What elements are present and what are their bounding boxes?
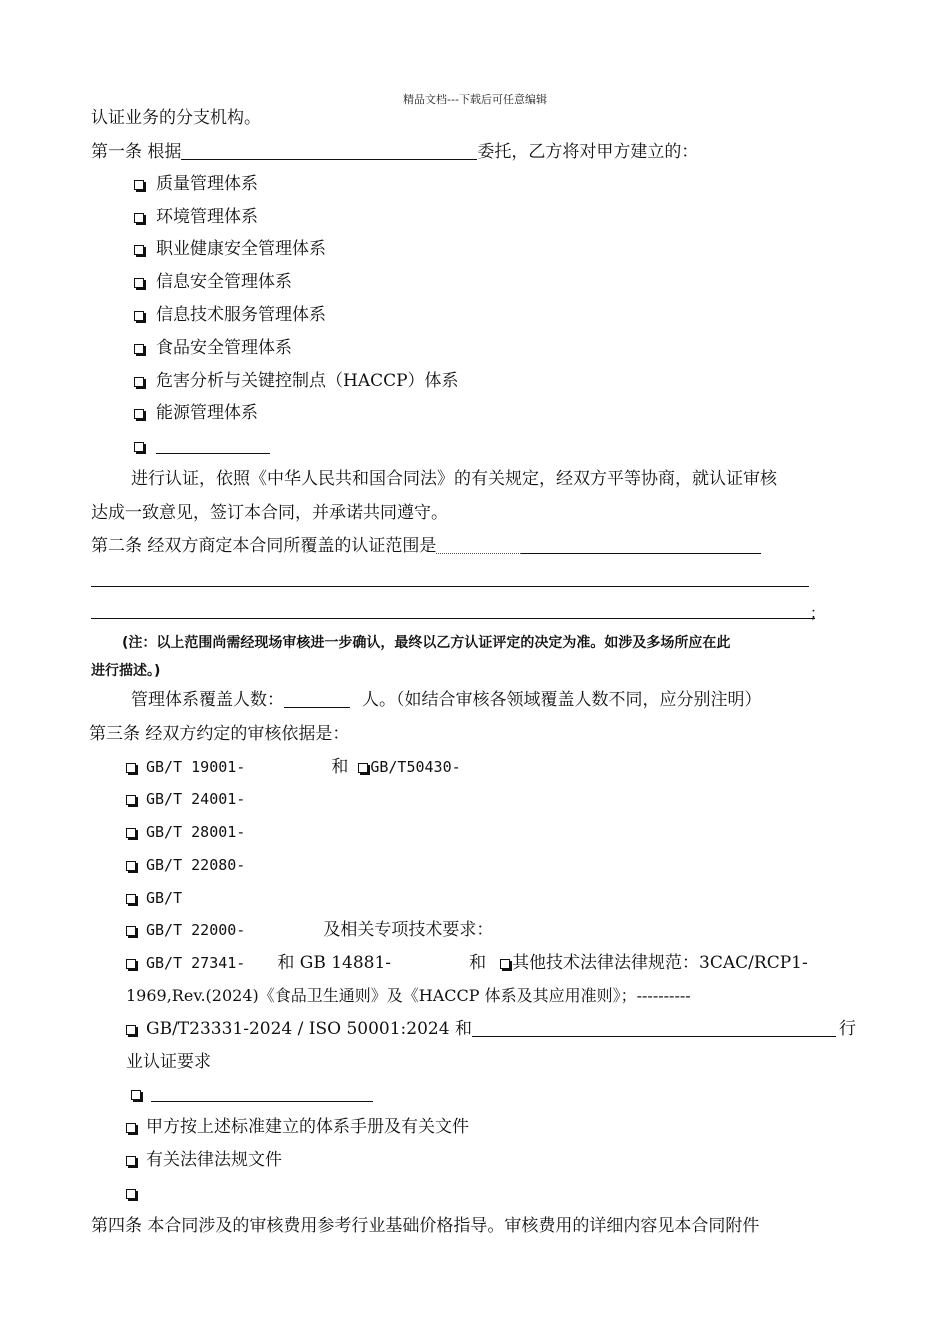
basis-doc-item[interactable]: 甲方按上述标准建立的体系手册及有关文件 xyxy=(126,1115,469,1139)
entrust-blank[interactable] xyxy=(181,142,477,160)
checkbox-icon[interactable] xyxy=(134,213,144,223)
standard-item[interactable]: GB/T 28001- xyxy=(126,820,245,844)
checkbox-icon[interactable] xyxy=(126,1025,136,1035)
headcount-blank[interactable] xyxy=(284,690,350,708)
system-item[interactable]: 信息安全管理体系 xyxy=(134,270,292,294)
checkbox-icon[interactable] xyxy=(134,245,144,255)
intro-line: 认证业务的分支机构。 xyxy=(91,108,261,128)
system-item[interactable]: 质量管理体系 xyxy=(134,172,258,196)
article-4-text: 第四条 本合同涉及的审核费用参考行业基础价格指导。审核费用的详细内容见本合同附件 xyxy=(91,1216,760,1236)
standard-item-energy-cont: 业认证要求 xyxy=(126,1052,211,1072)
standard-item[interactable]: GB/T 19001- 和 GB/T50430- xyxy=(126,755,461,779)
checkbox-icon[interactable] xyxy=(126,1189,136,1199)
standard-item-other[interactable] xyxy=(131,1082,373,1106)
system-item[interactable]: 信息技术服务管理体系 xyxy=(134,303,326,327)
coverage-suffix: 人。（如结合审核各领域覆盖人数不同，应分别注明） xyxy=(362,690,762,710)
industry-requirement-blank[interactable] xyxy=(472,1019,836,1037)
checkbox-icon[interactable] xyxy=(126,959,136,969)
standard-item-haccp-cont: 1969,Rev.(2024)《食品卫生通则》及《HACCP 体系及其应用准则》；---------- xyxy=(126,986,691,1005)
standard-item-haccp[interactable]: GB/T 27341- 和 GB 14881- 和 其他技术法律法律规范：3CAC/RCP1- xyxy=(126,951,808,975)
standard-item-energy[interactable]: GB/T23331-2024 / ISO 50001:2024 和 行 xyxy=(126,1017,856,1041)
article-2-heading xyxy=(91,534,761,558)
scope-note-1: (注：以上范围尚需经现场审核进一步确认，最终以乙方认证评定的决定为准。如涉及多场所应在此 xyxy=(122,635,731,651)
article-3-heading: 第三条 经双方约定的审核依据是： xyxy=(89,724,350,744)
article-1-para-1: 进行认证，依照《中华人民共和国合同法》的有关规定，经双方平等协商，就认证审核 xyxy=(131,469,777,489)
article-2-label: 第二条 经双方商定本合同所覆盖的认证范围是 xyxy=(91,536,437,556)
page-header: 精品文档---下载后可任意编辑 xyxy=(403,93,547,106)
checkbox-icon[interactable] xyxy=(500,959,510,969)
checkbox-icon[interactable] xyxy=(126,926,136,936)
article-1-para-2: 达成一致意见，签订本合同，并承诺共同遵守。 xyxy=(91,503,448,523)
system-item[interactable]: 环境管理体系 xyxy=(134,205,258,229)
checkbox-icon[interactable] xyxy=(126,795,136,805)
checkbox-icon[interactable] xyxy=(126,894,136,904)
article-1-heading xyxy=(91,140,698,164)
scope-end-mark: ； xyxy=(810,604,826,622)
coverage-label: 管理体系覆盖人数： xyxy=(131,690,284,710)
system-item[interactable]: 食品安全管理体系 xyxy=(134,336,292,360)
scope-line-2[interactable] xyxy=(91,586,809,587)
checkbox-icon[interactable] xyxy=(126,1123,136,1133)
standard-item[interactable]: GB/T xyxy=(126,886,182,910)
checkbox-icon[interactable] xyxy=(134,377,144,387)
system-item[interactable]: 危害分析与关键控制点（HACCP）体系 xyxy=(134,369,459,393)
checkbox-icon[interactable] xyxy=(134,311,144,321)
checkbox-icon[interactable] xyxy=(134,180,144,190)
checkbox-icon[interactable] xyxy=(126,861,136,871)
scope-blank-dotted[interactable] xyxy=(436,536,521,554)
basis-doc-item-empty[interactable] xyxy=(126,1181,146,1205)
scope-note-2: 进行描述。) xyxy=(91,663,161,679)
checkbox-icon[interactable] xyxy=(126,763,136,773)
coverage-line xyxy=(131,688,762,712)
system-item[interactable]: 职业健康安全管理体系 xyxy=(134,237,326,261)
checkbox-icon[interactable] xyxy=(134,442,144,452)
checkbox-icon[interactable] xyxy=(126,828,136,838)
system-item-other[interactable] xyxy=(134,434,270,458)
checkbox-icon[interactable] xyxy=(131,1090,141,1100)
standard-item[interactable]: GB/T 22080- xyxy=(126,853,245,877)
article-1-label: 第一条 根据 xyxy=(91,142,182,162)
scope-blank[interactable] xyxy=(521,536,761,554)
checkbox-icon[interactable] xyxy=(134,344,144,354)
standard-item[interactable]: GB/T 24001- xyxy=(126,787,245,811)
system-item[interactable]: 能源管理体系 xyxy=(134,401,258,425)
basis-doc-item[interactable]: 有关法律法规文件 xyxy=(126,1148,282,1172)
article-1-suffix: 委托，乙方将对甲方建立的： xyxy=(477,142,699,162)
checkbox-icon[interactable] xyxy=(126,1156,136,1166)
checkbox-icon[interactable] xyxy=(134,409,144,419)
standard-item[interactable]: GB/T 22000- 及相关专项技术要求： xyxy=(126,918,493,942)
checkbox-icon[interactable] xyxy=(358,763,368,773)
other-standard-blank[interactable] xyxy=(151,1084,373,1102)
checkbox-icon[interactable] xyxy=(134,278,144,288)
scope-line-3[interactable] xyxy=(91,618,815,619)
other-system-blank[interactable] xyxy=(156,436,270,454)
